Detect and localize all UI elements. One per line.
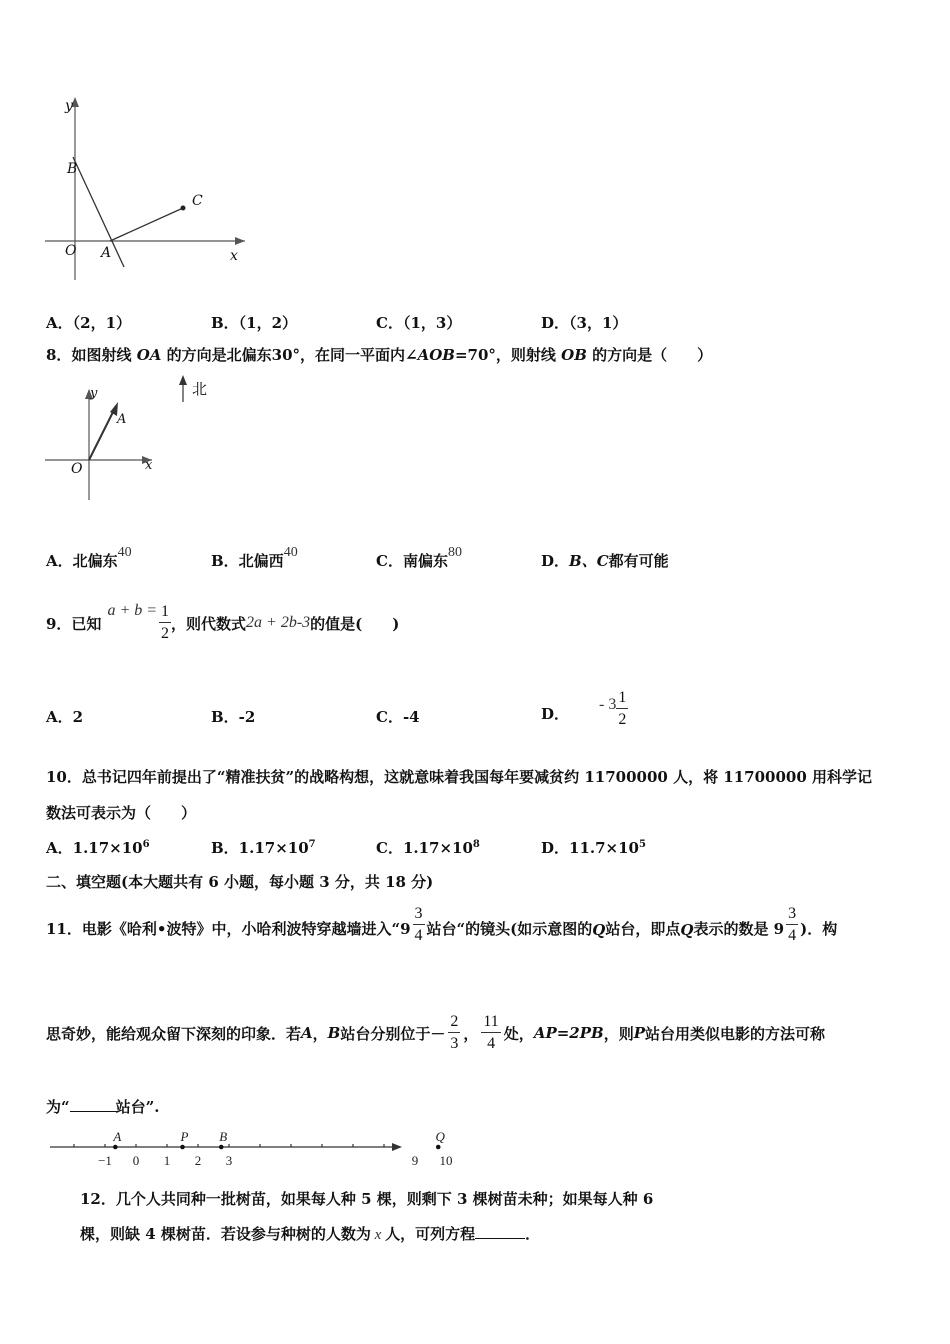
point-q: [436, 1145, 441, 1150]
q9-stem: 9．已知 a + b = $\frac{1}{2}$ ，则代数式 2a + 2b-3 的值是( ): [46, 602, 400, 642]
answer-blank[interactable]: [70, 1097, 116, 1112]
number-line: [40, 1125, 453, 1173]
q9-option-c: C．-4: [376, 708, 420, 726]
q9-option-d: D． - 3 $\frac{1}{2}$: [541, 689, 627, 728]
q10-option-b: B．$1.17\times 10^7$: [211, 839, 316, 857]
q12-line1: 12．几个人共同种一批树苗，如果每人种 5 棵，则剩下 3 棵树苗未种；如果每人种 6: [80, 1190, 654, 1208]
q10-option-c: C．$1.17\times 10^8$: [376, 839, 480, 857]
tick-label: 10: [439, 1153, 453, 1168]
q7-option-d: D．（3，1）: [541, 314, 628, 332]
tick-label: −1: [98, 1153, 112, 1168]
q11-line2: 思奇妙，能给观众留下深刻的印象．若 A ， B 站台分别位于－ $\frac{2}{3}$ ， $\frac{11}{4}$ 处， AP=2PB ，则 P 站台用类似电影的方法可称: [46, 1013, 826, 1052]
equation-blank[interactable]: [475, 1224, 525, 1239]
point-label-q: Q: [435, 1129, 445, 1144]
q8-stem: 8．如图射线 OA 的方向是北偏东30°，在同一平面内∠AOB=70°，则射线 OB 的方向是（ ）: [46, 346, 713, 364]
q9-option-a: A．2: [46, 708, 84, 726]
point-b-label: B: [67, 161, 78, 177]
q11-line3: 为“ 站台”.: [46, 1098, 160, 1116]
tick-label: 9: [411, 1153, 419, 1168]
x-axis-label: x: [230, 248, 238, 264]
q7-option-a: A．（2，1）: [46, 314, 132, 332]
y-axis-label: y: [65, 98, 73, 114]
point-a-label: A: [101, 245, 112, 261]
q7-figure: [40, 95, 255, 285]
origin-label: O: [65, 243, 77, 259]
q8-y-label: y: [90, 386, 98, 401]
tick-label: 2: [194, 1153, 202, 1168]
q8-option-b: B．北偏西40: [211, 545, 298, 570]
q8-option-d: D．B、C都有可能: [541, 552, 669, 570]
q10-line1: 10．总书记四年前提出了“精准扶贫”的战略构想，这就意味着我国每年要减贫约 11700000 人，将 11700000 用科学记: [46, 768, 873, 786]
q8-option-a: A．北偏东40: [46, 545, 132, 570]
q7-option-c: C．（1，3）: [376, 314, 462, 332]
q11-line1: 11．电影《哈利•波特》中，小哈利波特穿越墙进入“9 $\frac{3}{4}$ 站台“的镜头(如示意图的 Q 站台，即点 Q 表示的数是 9 $\frac{3}{4}$ )．构: [46, 905, 838, 944]
point-p: [180, 1145, 185, 1150]
q9-fraction: $\frac{1}{2}$: [161, 603, 170, 642]
q8-origin-label: O: [71, 461, 83, 477]
q7-option-b: B．（1，2）: [211, 314, 298, 332]
point-a: [113, 1145, 118, 1150]
tick-label: 1: [163, 1153, 171, 1168]
point-b: [219, 1145, 224, 1150]
section-heading: 二、填空题(本大题共有 6 小题，每小题 3 分，共 18 分): [46, 873, 434, 891]
number-line-arrow: [392, 1143, 402, 1151]
north-label: 北: [192, 380, 208, 398]
q9-option-b: B．-2: [211, 708, 256, 726]
q10-option-a: A．$1.17\times 10^6$: [46, 839, 150, 857]
point-label-p: P: [180, 1129, 189, 1144]
q10-line2: 数法可表示为（ ）: [46, 804, 197, 822]
q8-figure: [40, 372, 230, 507]
q8-option-c: C．南偏东80: [376, 545, 462, 570]
q8-point-a-label: A: [117, 412, 127, 427]
point-c-label: C: [192, 193, 203, 209]
q12-line2: 棵，则缺 4 棵树苗．若设参与种树的人数为 x 人，可列方程 ．: [80, 1225, 541, 1243]
q10-option-d: D．$11.7\times 10^5$: [541, 839, 646, 857]
tick-label: 3: [225, 1153, 233, 1168]
q8-x-label: x: [145, 458, 153, 473]
point-label-b: B: [219, 1129, 228, 1144]
tick-label: 0: [132, 1153, 140, 1168]
point-label-a: A: [113, 1129, 122, 1144]
